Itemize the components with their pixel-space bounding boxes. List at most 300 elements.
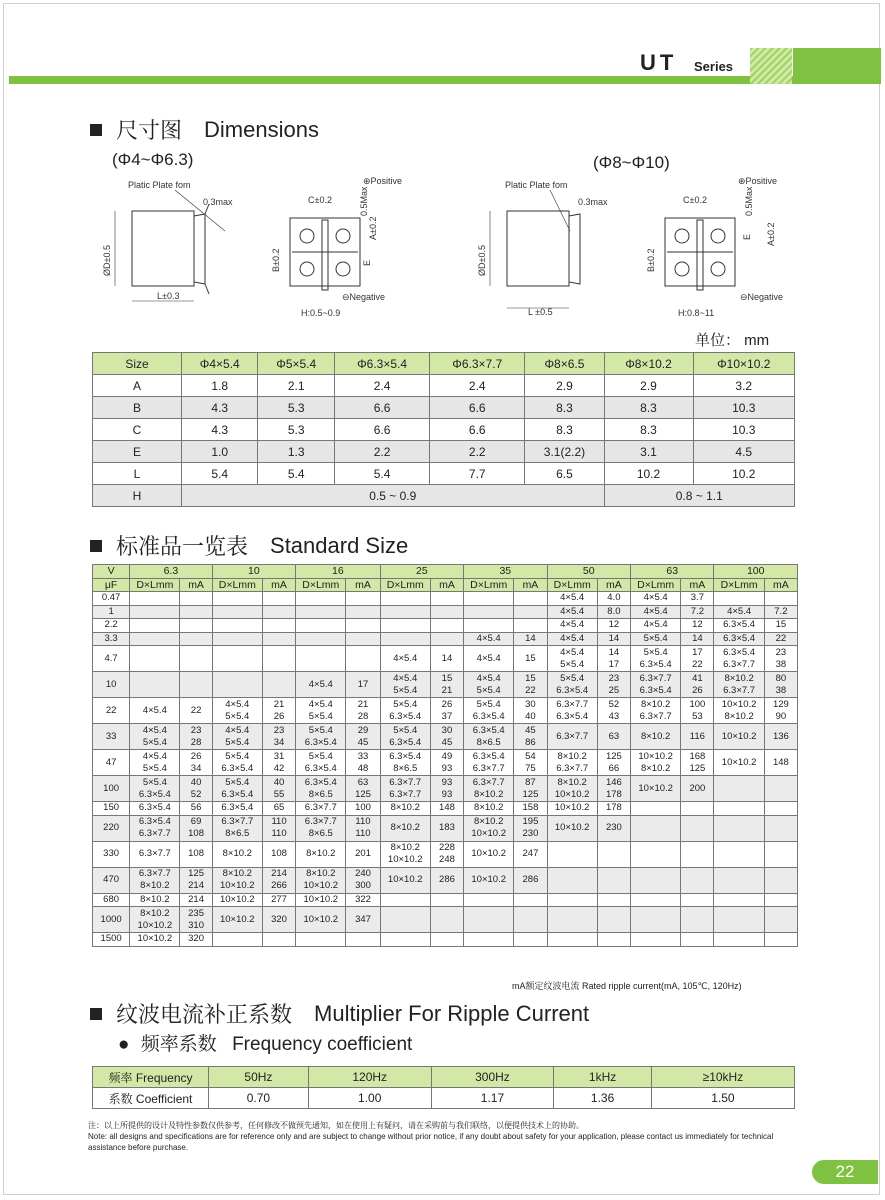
size-cell: 10×10.2 <box>296 893 346 907</box>
table-row <box>93 441 795 463</box>
table-row <box>93 619 798 633</box>
ripple-cell <box>597 933 630 947</box>
size-cell: 5×5.4 6.3×5.4 <box>464 698 514 724</box>
size-cell <box>464 619 514 633</box>
size-cell <box>380 907 430 933</box>
ripple-cell: 3.7 <box>681 592 714 606</box>
size-cell: 5×5.4 <box>631 632 681 646</box>
table-cell: 5.4 <box>182 463 258 485</box>
table-row <box>93 724 798 750</box>
table-cell: mA <box>180 578 212 592</box>
ripple-cell: 15 21 <box>430 672 463 698</box>
capacitance-cell: 47 <box>93 750 130 776</box>
series-sub: Series <box>694 59 734 74</box>
bullet-square <box>90 1008 102 1020</box>
ripple-cell <box>262 672 295 698</box>
e-label: E <box>742 233 752 240</box>
negative-label: ⊖Negative <box>342 292 386 302</box>
size-cell: 5×5.4 6.3×5.4 <box>212 776 262 802</box>
size-cell: 4×5.4 <box>631 605 681 619</box>
table-row <box>93 750 798 776</box>
table-cell: D×Lmm <box>631 578 681 592</box>
table-cell: 2.2 <box>334 441 429 463</box>
ripple-cell <box>514 605 547 619</box>
table-row <box>93 463 795 485</box>
ripple-cell: 178 <box>597 802 630 816</box>
ripple-cell: 195 230 <box>514 815 547 841</box>
table-cell: 8.3 <box>604 397 693 419</box>
ripple-cell: 7.2 <box>681 605 714 619</box>
l-left-label: L±0.3 <box>157 291 180 301</box>
size-cell <box>631 867 681 893</box>
standard-size-body <box>93 592 798 947</box>
size-cell <box>296 592 346 606</box>
ripple-cell: 65 <box>262 802 295 816</box>
table-row <box>93 646 798 672</box>
table-cell: mA <box>430 578 463 592</box>
positive-label: ⊕Positive <box>363 176 403 186</box>
table-header-row: Size Φ4×5.4 Φ5×5.4 Φ6.3×5.4 Φ6.3×7.7 Φ8×6.5 Φ8×10.2 Φ10×10.2 <box>93 353 795 375</box>
size-cell: 8×10.2 10×10.2 <box>296 867 346 893</box>
size-cell <box>380 933 430 947</box>
table-cell: D×Lmm <box>212 578 262 592</box>
size-cell: 8×10.2 10×10.2 <box>547 776 597 802</box>
ripple-cell <box>262 933 295 947</box>
size-cell: 8×10.2 10×10.2 <box>464 815 514 841</box>
size-cell: 6.3×7.7 8×6.5 <box>212 815 262 841</box>
size-cell: 10×10.2 <box>212 893 262 907</box>
ripple-cell: 320 <box>262 907 295 933</box>
size-cell: 8×10.2 <box>212 841 262 867</box>
ripple-cell: 17 <box>346 672 380 698</box>
size-cell: 8×10.2 6.3×7.7 <box>631 698 681 724</box>
size-cell: 4×5.4 <box>380 646 430 672</box>
size-cell: 6.3×5.4 6.3×7.7 <box>714 646 764 672</box>
size-cell: 10×10.2 <box>130 933 180 947</box>
ripple-cell: 247 <box>514 841 547 867</box>
capacitance-cell: 33 <box>93 724 130 750</box>
table-row <box>93 375 795 397</box>
size-cell <box>380 592 430 606</box>
ripple-cell: 22 <box>764 632 797 646</box>
max03-label: 0.3max <box>578 197 608 207</box>
size-cell <box>380 893 430 907</box>
size-cell: 4×5.4 <box>714 605 764 619</box>
size-cell <box>547 907 597 933</box>
table-cell: 5.4 <box>334 463 429 485</box>
ripple-cell: 110 110 <box>262 815 295 841</box>
ripple-cell: 45 86 <box>514 724 547 750</box>
ripple-cell: 21 28 <box>346 698 380 724</box>
dimensions-heading: 尺寸图 Dimensions <box>90 114 319 145</box>
table-cell: 1.17 <box>431 1088 554 1109</box>
size-cell <box>547 867 597 893</box>
size-cell <box>296 933 346 947</box>
size-cell: 5×5.4 6.3×5.4 <box>296 750 346 776</box>
ripple-cell: 54 75 <box>514 750 547 776</box>
size-cell: 4×5.4 5×5.4 <box>212 724 262 750</box>
table-cell: 10 <box>212 565 295 579</box>
unit-label: 单位： mm <box>695 332 770 349</box>
ripple-cell: 63 125 <box>346 776 380 802</box>
ripple-cell: 100 53 <box>681 698 714 724</box>
ripple-cell: 14 <box>597 632 630 646</box>
ripple-cell: 87 125 <box>514 776 547 802</box>
size-cell <box>714 907 764 933</box>
size-cell: 4×5.4 <box>464 632 514 646</box>
ripple-cell: 108 <box>262 841 295 867</box>
table-cell: 系数 Coefficient <box>93 1088 209 1109</box>
size-cell: 8×10.2 <box>464 802 514 816</box>
ripple-cell <box>681 802 714 816</box>
size-cell <box>212 632 262 646</box>
ripple-cell: 183 <box>430 815 463 841</box>
size-cell <box>296 646 346 672</box>
table-cell: E <box>93 441 182 463</box>
size-cell: 6.3×5.4 <box>714 619 764 633</box>
table-row <box>93 841 798 867</box>
table-cell: 1.00 <box>308 1088 431 1109</box>
capacitance-cell: 680 <box>93 893 130 907</box>
table-row <box>93 592 798 606</box>
table-cell: 2.2 <box>430 441 525 463</box>
size-cell: 4×5.4 5×5.4 <box>464 672 514 698</box>
table-cell: 1.8 <box>182 375 258 397</box>
size-cell: 8×10.2 <box>130 893 180 907</box>
table-cell: 5.4 <box>258 463 334 485</box>
table-cell: μF <box>93 578 130 592</box>
table-cell: 3.2 <box>693 375 795 397</box>
ripple-cell: 277 <box>262 893 295 907</box>
b-label: B±0.2 <box>646 248 656 272</box>
capacitance-cell: 0.47 <box>93 592 130 606</box>
size-cell <box>130 632 180 646</box>
ripple-cell <box>180 672 212 698</box>
ripple-cell: 125 66 <box>597 750 630 776</box>
ripple-cell <box>346 646 380 672</box>
size-cell: 10×10.2 <box>464 867 514 893</box>
ripple-cell: 235 310 <box>180 907 212 933</box>
size-cell: 10×10.2 <box>296 907 346 933</box>
size-cell <box>464 893 514 907</box>
ripple-cell: 14 <box>681 632 714 646</box>
table-cell: 2.9 <box>604 375 693 397</box>
size-cell: 6.3×5.4 8×6.5 <box>464 724 514 750</box>
table-row <box>93 776 798 802</box>
ripple-cell: 17 22 <box>681 646 714 672</box>
positive-label: ⊕Positive <box>738 176 778 186</box>
ripple-cell: 29 45 <box>346 724 380 750</box>
table-cell: mA <box>262 578 295 592</box>
b-label: B±0.2 <box>271 248 281 272</box>
ripple-cell: 31 42 <box>262 750 295 776</box>
size-cell: 10×10.2 8×10.2 <box>714 698 764 724</box>
size-cell: 4×5.4 <box>296 672 346 698</box>
size-cell: 5×5.4 6.3×5.4 <box>380 698 430 724</box>
ripple-cell: 14 <box>514 632 547 646</box>
table-cell: D×Lmm <box>380 578 430 592</box>
capacitance-cell: 470 <box>93 867 130 893</box>
size-cell <box>212 933 262 947</box>
size-cell <box>212 646 262 672</box>
capacitance-cell: 220 <box>93 815 130 841</box>
size-cell: 4×5.4 <box>464 646 514 672</box>
dimension-diagram-large <box>470 176 800 326</box>
bullet-square <box>90 540 102 552</box>
ripple-cell: 15 22 <box>514 672 547 698</box>
ripple-cell <box>262 605 295 619</box>
size-cell: 8×10.2 10×10.2 <box>130 907 180 933</box>
ripple-cell: 4.0 <box>597 592 630 606</box>
table-cell: 频率 Frequency <box>93 1067 209 1088</box>
ripple-cell: 14 17 <box>597 646 630 672</box>
capacitance-cell: 150 <box>93 802 130 816</box>
ripple-cell: 63 <box>597 724 630 750</box>
ripple-cell <box>180 632 212 646</box>
size-cell <box>714 802 764 816</box>
ripple-cell <box>262 619 295 633</box>
ripple-cell <box>597 867 630 893</box>
size-cell: 6.3×5.4 8×6.5 <box>380 750 430 776</box>
capacitance-cell: 1000 <box>93 907 130 933</box>
unit-header-row <box>93 578 798 592</box>
ripple-cell: 228 248 <box>430 841 463 867</box>
table-cell: L <box>93 463 182 485</box>
ripple-cell: 49 93 <box>430 750 463 776</box>
standard-heading: 标准品一览表 Standard Size <box>90 530 408 561</box>
size-cell: 6.3×5.4 6.3×7.7 <box>464 750 514 776</box>
size-cell <box>631 815 681 841</box>
table-cell: 300Hz <box>431 1067 554 1088</box>
ripple-cell: 12 <box>597 619 630 633</box>
size-cell: 6.3×5.4 <box>130 802 180 816</box>
ripple-cell: 69 108 <box>180 815 212 841</box>
size-cell <box>130 592 180 606</box>
table-cell: 5.3 <box>258 397 334 419</box>
ripple-cell: 230 <box>597 815 630 841</box>
size-cell <box>296 619 346 633</box>
ripple-cell <box>681 815 714 841</box>
ripple-cell <box>262 632 295 646</box>
ripple-cell: 40 55 <box>262 776 295 802</box>
table-row <box>93 698 798 724</box>
table-cell: 50 <box>547 565 630 579</box>
ripple-cell: 200 <box>681 776 714 802</box>
table-cell: 3.1(2.2) <box>525 441 604 463</box>
ripple-cell: 23 25 <box>597 672 630 698</box>
table-cell: 2.9 <box>525 375 604 397</box>
h-right-label: H:0.8~11 <box>678 308 715 318</box>
series-title <box>627 48 747 78</box>
ripple-cell: 15 <box>764 619 797 633</box>
size-cell: 10×10.2 <box>212 907 262 933</box>
table-cell: 8.3 <box>525 397 604 419</box>
table-cell: C <box>93 419 182 441</box>
table-row <box>93 632 798 646</box>
size-cell: 6.3×7.7 6.3×7.7 <box>380 776 430 802</box>
ripple-cell <box>430 893 463 907</box>
frequency-table <box>92 1066 795 1109</box>
table-cell: mA <box>681 578 714 592</box>
ripple-cell: 8.0 <box>597 605 630 619</box>
table-cell: 2.1 <box>258 375 334 397</box>
dimension-table <box>92 352 795 507</box>
table-row <box>93 397 795 419</box>
size-cell: 4×5.4 <box>547 592 597 606</box>
size-cell: 10×10.2 <box>547 815 597 841</box>
size-cell: 6.3×7.7 <box>296 802 346 816</box>
ripple-cell <box>514 893 547 907</box>
table-cell: 10.2 <box>693 463 795 485</box>
size-cell: 6.3×7.7 6.3×5.4 <box>547 698 597 724</box>
ripple-cell <box>597 841 630 867</box>
size-cell: 8×10.2 <box>296 841 346 867</box>
ripple-cell: 23 28 <box>180 724 212 750</box>
plate-form-label: Platic Plate fom <box>505 180 568 190</box>
size-cell <box>130 605 180 619</box>
table-cell: H <box>93 485 182 507</box>
e-label: E <box>362 259 372 266</box>
size-cell: 5×5.4 6.3×5.4 <box>631 646 681 672</box>
table-cell: V <box>93 565 130 579</box>
table-cell: 8.3 <box>525 419 604 441</box>
a-label: A±0.2 <box>368 216 378 240</box>
voltage-header-row <box>93 565 798 579</box>
od-label: ØD±0.5 <box>477 245 487 276</box>
size-cell <box>631 933 681 947</box>
ripple-cell: 52 43 <box>597 698 630 724</box>
ripple-cell: 110 110 <box>346 815 380 841</box>
max03-label: 0.3max <box>203 197 233 207</box>
ripple-cell <box>514 592 547 606</box>
ripple-cell: 12 <box>681 619 714 633</box>
ripple-cell <box>681 893 714 907</box>
od-label: ØD±0.5 <box>102 245 112 276</box>
ripple-cell <box>430 933 463 947</box>
size-cell <box>130 646 180 672</box>
h-left-label: H:0.5~0.9 <box>301 308 341 318</box>
ripple-cell: 56 <box>180 802 212 816</box>
ripple-cell: 100 <box>346 802 380 816</box>
table-cell: 6.3 <box>130 565 212 579</box>
ripple-cell: 286 <box>514 867 547 893</box>
size-cell <box>296 605 346 619</box>
size-cell: 5×5.4 6.3×5.4 <box>296 724 346 750</box>
ripple-cell <box>764 933 797 947</box>
ripple-cell <box>681 907 714 933</box>
size-cell <box>130 619 180 633</box>
size-cell: 6.3×5.4 6.3×7.7 <box>130 815 180 841</box>
size-cell <box>714 893 764 907</box>
size-cell <box>464 933 514 947</box>
table-cell: 10.3 <box>693 419 795 441</box>
table-cell: 120Hz <box>308 1067 431 1088</box>
size-cell <box>547 841 597 867</box>
ripple-cell: 347 <box>346 907 380 933</box>
ripple-cell: 23 38 <box>764 646 797 672</box>
capacitance-cell: 100 <box>93 776 130 802</box>
ripple-cell <box>180 619 212 633</box>
size-cell <box>380 632 430 646</box>
size-cell: 4×5.4 <box>547 619 597 633</box>
ripple-cell <box>764 592 797 606</box>
size-cell: 10×10.2 <box>547 802 597 816</box>
ripple-cell <box>346 592 380 606</box>
size-cell: 8×10.2 <box>631 724 681 750</box>
size-cell <box>212 592 262 606</box>
size-cell <box>631 841 681 867</box>
ripple-cell <box>430 907 463 933</box>
size-cell: 6.3×7.7 <box>547 724 597 750</box>
size-cell: 6.3×5.4 <box>714 632 764 646</box>
c-label: C±0.2 <box>683 195 707 205</box>
series-main: UT <box>640 50 678 75</box>
size-cell: 4×5.4 5×5.4 <box>212 698 262 724</box>
table-cell: ≥10kHz <box>651 1067 794 1088</box>
ripple-cell <box>346 619 380 633</box>
ripple-cell: 129 90 <box>764 698 797 724</box>
size-cell: 4×5.4 5×5.4 <box>547 646 597 672</box>
size-cell: 8×10.2 10×10.2 <box>380 841 430 867</box>
size-cell <box>714 815 764 841</box>
size-cell <box>631 802 681 816</box>
size-cell: 6.3×5.4 8×6.5 <box>296 776 346 802</box>
size-cell: 4×5.4 5×5.4 <box>130 724 180 750</box>
ripple-cell: 15 <box>514 646 547 672</box>
ripple-cell <box>346 632 380 646</box>
ripple-cell: 21 26 <box>262 698 295 724</box>
ripple-cell: 22 <box>180 698 212 724</box>
table-cell: mA <box>346 578 380 592</box>
size-cell: 4×5.4 5×5.4 <box>380 672 430 698</box>
max05-label: 0.5Max <box>744 186 754 216</box>
table-cell: 1.36 <box>554 1088 652 1109</box>
ripple-cell <box>681 933 714 947</box>
table-cell: 50Hz <box>209 1067 309 1088</box>
table-row <box>93 419 795 441</box>
size-cell <box>464 605 514 619</box>
ripple-cell: 240 300 <box>346 867 380 893</box>
size-cell: 5×5.4 6.3×5.4 <box>547 672 597 698</box>
size-cell: 8×10.2 <box>380 802 430 816</box>
plate-form-label: Platic Plate fom <box>128 180 191 190</box>
size-cell <box>714 841 764 867</box>
ripple-cell: 30 40 <box>514 698 547 724</box>
ripple-cell <box>764 815 797 841</box>
ripple-cell <box>597 907 630 933</box>
ripple-cell: 93 93 <box>430 776 463 802</box>
ripple-cell <box>681 841 714 867</box>
table-row <box>93 867 798 893</box>
table-cell: 4.3 <box>182 397 258 419</box>
size-cell: 6.3×7.7 8×10.2 <box>130 867 180 893</box>
table-cell: mA <box>514 578 547 592</box>
size-cell <box>130 672 180 698</box>
capacitance-cell: 1500 <box>93 933 130 947</box>
negative-label: ⊖Negative <box>740 292 784 302</box>
max05-label: 0.5Max <box>359 186 369 216</box>
page-number: 22 <box>812 1160 878 1184</box>
ripple-cell <box>430 632 463 646</box>
ripple-cell: 26 37 <box>430 698 463 724</box>
size-cell: 4×5.4 5×5.4 <box>296 698 346 724</box>
table-cell: mA <box>764 578 797 592</box>
ripple-cell <box>346 605 380 619</box>
ripple-cell <box>262 646 295 672</box>
size-cell: 6.3×7.7 8×10.2 <box>464 776 514 802</box>
ripple-cell <box>346 933 380 947</box>
size-cell: 10×10.2 8×10.2 <box>631 750 681 776</box>
